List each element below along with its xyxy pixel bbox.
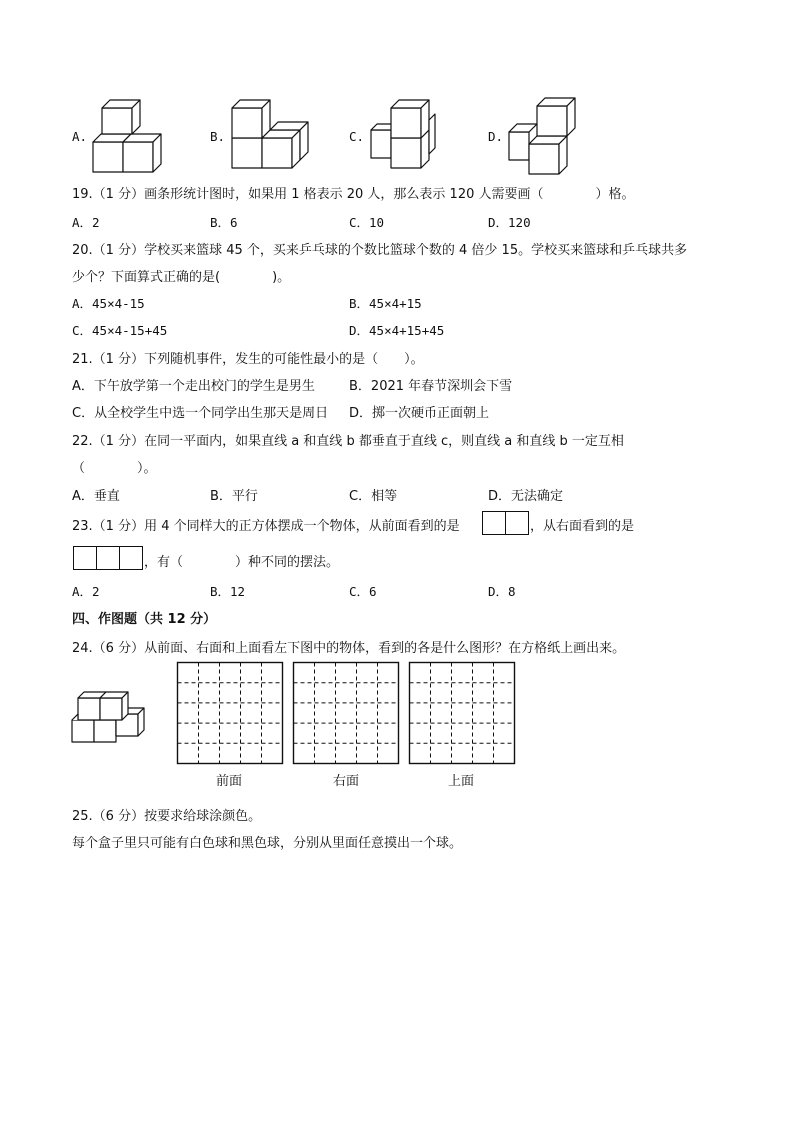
q22-option-d: D．无法确定 <box>488 489 564 504</box>
q23-stem-part3: ，有（ ）种不同的摆法。 <box>144 555 340 570</box>
q22-option-b: B．平行 <box>210 489 258 504</box>
q20-option-c: C．45×4-15+45 <box>72 323 168 338</box>
q19-option-c: C．10 <box>349 215 385 230</box>
q18-figure-b <box>228 98 312 174</box>
q21-option-a: A．下午放学第一个走出校门的学生是男生 <box>72 379 315 394</box>
q23-option-a: A．2 <box>72 584 100 599</box>
q25-stem: 25.（6 分）按要求给球涂颜色。 <box>72 809 262 824</box>
q19-stem: 19.（1 分）画条形统计图时，如果用 1 格表示 20 人，那么表示 120 人需要画（ ）格。 <box>72 187 635 202</box>
q18-option-b-label: B. <box>210 129 226 144</box>
q21-option-c: C．从全校学生中选一个同学出生那天是周日 <box>72 406 329 421</box>
q24-grid-label-top: 上面 <box>448 774 475 789</box>
q24-grid-right <box>293 662 399 764</box>
q19-option-a: A．2 <box>72 215 100 230</box>
section-title: 四、作图题（共 12 分） <box>72 612 217 627</box>
q23-option-c: C．6 <box>349 584 377 599</box>
q21-option-b: B．2021 年春节深圳会下雪 <box>349 379 513 394</box>
q20-stem-line1: 20.（1 分）学校买来篮球 45 个，买来乒乓球的个数比篮球个数的 4 倍少 15。学校买来篮球和乒乓球共多 <box>72 243 688 258</box>
q18-option-d-label: D. <box>488 129 504 144</box>
q24-grid-label-right: 右面 <box>333 774 360 789</box>
q25-line2: 每个盒子里只可能有白色球和黑色球，分别从里面任意摸出一个球。 <box>72 836 463 851</box>
q20-stem-line2: 少个？下面算式正确的是( )。 <box>72 270 291 285</box>
q18-figure-c <box>367 98 443 174</box>
q23-stem-part1: 23.（1 分）用 4 个同样大的正方体摆成一个物体，从前面看到的是 <box>72 519 460 534</box>
q19-option-b: B．6 <box>210 215 238 230</box>
q22-option-c: C．相等 <box>349 489 398 504</box>
q24-grid-label-front: 前面 <box>216 774 243 789</box>
q23-stem-part2: ，从右面看到的是 <box>530 519 635 534</box>
q22-option-a: A．垂直 <box>72 489 120 504</box>
q18-figure-d <box>505 94 585 176</box>
q22-stem-line1: 22.（1 分）在同一平面内，如果直线 a 和直线 b 都垂直于直线 c，则直线 a 和直线 b 一定互相 <box>72 434 624 449</box>
q18-option-c-label: C. <box>349 129 365 144</box>
q24-object-figure <box>70 684 154 744</box>
q20-option-a: A．45×4-15 <box>72 296 145 311</box>
q24-grid-front <box>177 662 283 764</box>
q20-option-d: D．45×4+15+45 <box>349 323 445 338</box>
q18-option-a-label: A. <box>72 129 88 144</box>
q24-stem: 24.（6 分）从前面、右面和上面看左下图中的物体，看到的各是什么图形？在方格纸上画出来。 <box>72 641 626 656</box>
q21-stem: 21.（1 分）下列随机事件，发生的可能性最小的是（ ）。 <box>72 352 424 367</box>
q18-figure-a <box>88 92 168 174</box>
q22-stem-line2: （ ）。 <box>72 461 157 476</box>
q19-option-d: D．120 <box>488 215 531 230</box>
q24-grid-top <box>409 662 515 764</box>
q21-option-d: D．掷一次硬币正面朝上 <box>349 406 490 421</box>
q23-option-d: D．8 <box>488 584 516 599</box>
q23-option-b: B．12 <box>210 584 246 599</box>
q20-option-b: B．45×4+15 <box>349 296 422 311</box>
